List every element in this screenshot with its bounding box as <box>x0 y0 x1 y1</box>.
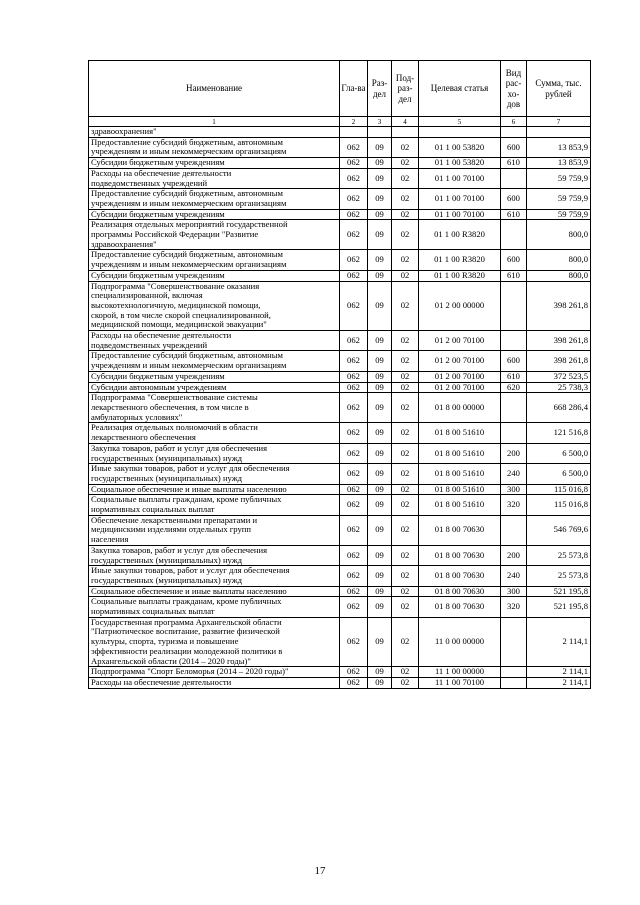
cell-glava: 062 <box>340 423 368 443</box>
cell-statya: 01 8 00 51610 <box>419 443 501 463</box>
row-name-line: подведомственных учреждений <box>91 339 208 350</box>
row-name-line: медицинскими изделиями отдельных групп <box>91 524 251 535</box>
cell-podrazdel: 02 <box>392 597 419 617</box>
column-number: 7 <box>527 117 591 127</box>
cell-statya: 01 2 00 00000 <box>419 281 501 331</box>
cell-statya: 01 8 00 70630 <box>419 566 501 586</box>
cell-podrazdel: 02 <box>392 515 419 545</box>
cell-razdel: 09 <box>368 158 392 169</box>
cell-podrazdel: 02 <box>392 382 419 393</box>
cell-vid: 610 <box>501 209 527 220</box>
cell-summa: 2 114,1 <box>527 677 591 688</box>
row-name-line: культуры, спорта, туризма и повышение <box>91 636 239 647</box>
row-name-line: программы Российской Федерации "Развитие <box>91 229 259 240</box>
row-name-line: здравоохранения" <box>91 238 157 249</box>
row-name-line: медицинской помощи, медицинской эвакуации" <box>91 319 267 330</box>
cell-glava <box>340 127 368 138</box>
row-name-line: Подпрограмма "Спорт Беломорья (2014 – 2020 годы)" <box>91 666 289 677</box>
table-row <box>89 545 591 565</box>
cell-summa: 372 523,5 <box>527 371 591 382</box>
table-row <box>89 158 591 169</box>
cell-summa: 800,0 <box>527 220 591 250</box>
table-row <box>89 270 591 281</box>
row-name <box>89 597 340 617</box>
row-name <box>89 443 340 463</box>
cell-podrazdel: 02 <box>392 158 419 169</box>
row-name <box>89 393 340 423</box>
row-name-line: Субсидии автономным учреждениям <box>91 382 227 392</box>
table-row <box>89 515 591 545</box>
row-name-line: государственных (муниципальных) нужд <box>91 554 243 565</box>
cell-vid <box>501 220 527 250</box>
cell-podrazdel: 02 <box>392 464 419 484</box>
cell-razdel: 09 <box>368 464 392 484</box>
row-name <box>89 250 340 270</box>
row-name-line: Субсидии бюджетным учреждениям <box>91 157 225 168</box>
cell-vid: 610 <box>501 371 527 382</box>
row-name-line: учреждениям и иным некоммерческим организациям <box>91 197 287 208</box>
row-name <box>89 677 340 688</box>
cell-podrazdel: 02 <box>392 250 419 270</box>
table-header-row <box>89 61 591 117</box>
cell-vid <box>501 393 527 423</box>
row-name-line: населения <box>91 534 129 545</box>
cell-podrazdel: 02 <box>392 566 419 586</box>
row-name <box>89 371 340 382</box>
column-number: 5 <box>419 117 501 127</box>
cell-podrazdel: 02 <box>392 545 419 565</box>
cell-razdel: 09 <box>368 423 392 443</box>
cell-glava: 062 <box>340 677 368 688</box>
cell-podrazdel: 02 <box>392 423 419 443</box>
cell-podrazdel: 02 <box>392 677 419 688</box>
cell-statya: 01 2 00 70100 <box>419 371 501 382</box>
cell-vid <box>501 667 527 678</box>
row-name-line: Расходы на обеспечение деятельности <box>91 330 232 341</box>
cell-statya: 01 1 00 53820 <box>419 158 501 169</box>
row-name-line: Предоставление субсидий бюджетным, автономным <box>91 188 283 199</box>
row-name-line: нормативных социальных выплат <box>91 504 215 515</box>
cell-vid: 300 <box>501 586 527 597</box>
table-body <box>89 127 591 689</box>
cell-glava: 062 <box>340 545 368 565</box>
row-name-line: "Патриотическое воспитание, развитие физической <box>91 626 280 637</box>
cell-statya: 01 1 00 R3820 <box>419 250 501 270</box>
cell-podrazdel: 02 <box>392 220 419 250</box>
row-name-line: лекарственного обеспечения <box>91 432 196 443</box>
cell-glava: 062 <box>340 586 368 597</box>
cell-summa: 398 261,8 <box>527 281 591 331</box>
cell-summa: 6 500,0 <box>527 464 591 484</box>
row-name <box>89 189 340 209</box>
cell-statya: 11 1 00 00000 <box>419 667 501 678</box>
row-name-line: государственных (муниципальных) нужд <box>91 452 243 463</box>
cell-summa: 398 261,8 <box>527 351 591 371</box>
cell-glava: 062 <box>340 617 368 667</box>
cell-podrazdel: 02 <box>392 667 419 678</box>
row-name-line: Субсидии бюджетным учреждениям <box>91 371 225 381</box>
row-name <box>89 566 340 586</box>
cell-vid: 320 <box>501 495 527 515</box>
cell-razdel: 09 <box>368 597 392 617</box>
row-name-line: Предоставление субсидий бюджетным, автономным <box>91 137 283 147</box>
cell-razdel: 09 <box>368 351 392 371</box>
cell-vid <box>501 281 527 331</box>
cell-razdel: 09 <box>368 220 392 250</box>
row-name-line: Предоставление субсидий бюджетным, автономным <box>91 249 283 260</box>
table-row <box>89 495 591 515</box>
cell-glava: 062 <box>340 515 368 545</box>
cell-statya: 01 8 00 70630 <box>419 597 501 617</box>
cell-summa: 115 016,8 <box>527 495 591 515</box>
cell-glava: 062 <box>340 158 368 169</box>
cell-razdel: 09 <box>368 189 392 209</box>
cell-razdel: 09 <box>368 270 392 281</box>
cell-statya: 01 8 00 51610 <box>419 464 501 484</box>
cell-razdel: 09 <box>368 677 392 688</box>
cell-statya: 01 1 00 53820 <box>419 137 501 157</box>
row-name-line: Социальные выплаты гражданам, кроме публичных <box>91 596 282 607</box>
cell-razdel: 09 <box>368 667 392 678</box>
cell-glava: 062 <box>340 351 368 371</box>
budget-table <box>88 60 591 689</box>
cell-podrazdel: 02 <box>392 281 419 331</box>
table-row <box>89 464 591 484</box>
row-name-line: скорой, в том числе скорой специализированной, <box>91 309 271 320</box>
row-name-line: подведомственных учреждений <box>91 177 208 188</box>
column-numbers-row <box>89 117 591 127</box>
cell-summa <box>527 127 591 138</box>
row-name-line: Предоставление субсидий бюджетным, автономным <box>91 350 283 361</box>
row-name-line: амбулаторных условиях" <box>91 411 183 422</box>
cell-vid <box>501 515 527 545</box>
cell-glava: 062 <box>340 331 368 351</box>
cell-razdel: 09 <box>368 495 392 515</box>
row-name-line: учреждениям и иным некоммерческим организациям <box>91 259 287 270</box>
cell-summa: 668 286,4 <box>527 393 591 423</box>
cell-vid <box>501 127 527 138</box>
table-row <box>89 393 591 423</box>
row-name-line: Расходы на обеспечение деятельности <box>91 168 232 178</box>
row-name-line: нормативных социальных выплат <box>91 606 215 617</box>
cell-summa: 398 261,8 <box>527 331 591 351</box>
cell-summa: 59 759,9 <box>527 209 591 220</box>
cell-glava: 062 <box>340 168 368 188</box>
cell-vid: 600 <box>501 189 527 209</box>
cell-razdel: 09 <box>368 331 392 351</box>
cell-summa: 25 738,3 <box>527 382 591 393</box>
cell-vid: 610 <box>501 270 527 281</box>
row-name <box>89 484 340 495</box>
cell-vid: 320 <box>501 597 527 617</box>
cell-vid: 600 <box>501 250 527 270</box>
cell-vid: 620 <box>501 382 527 393</box>
row-name-line: Архангельской области (2014 – 2020 годы)" <box>91 655 251 666</box>
cell-glava: 062 <box>340 464 368 484</box>
cell-podrazdel: 02 <box>392 270 419 281</box>
cell-glava: 062 <box>340 270 368 281</box>
cell-podrazdel: 02 <box>392 209 419 220</box>
column-number: 3 <box>368 117 392 127</box>
cell-razdel: 09 <box>368 586 392 597</box>
row-name-line: Социальное обеспечение и иные выплаты населению <box>91 484 287 494</box>
cell-statya: 01 8 00 70630 <box>419 586 501 597</box>
cell-razdel: 09 <box>368 281 392 331</box>
cell-statya: 01 1 00 70100 <box>419 168 501 188</box>
cell-podrazdel: 02 <box>392 586 419 597</box>
cell-summa: 121 516,8 <box>527 423 591 443</box>
header-podrazdel: Под-раз-дел <box>392 61 419 117</box>
cell-glava: 062 <box>340 137 368 157</box>
row-name-line: Государственная программа Архангельской области <box>91 617 282 627</box>
cell-vid: 240 <box>501 464 527 484</box>
cell-podrazdel: 02 <box>392 443 419 463</box>
cell-glava: 062 <box>340 597 368 617</box>
header-razdel: Раз-дел <box>368 61 392 117</box>
cell-razdel: 09 <box>368 382 392 393</box>
row-name <box>89 331 340 351</box>
cell-glava: 062 <box>340 281 368 331</box>
row-name <box>89 220 340 250</box>
row-name <box>89 382 340 393</box>
cell-summa: 13 853,9 <box>527 158 591 169</box>
cell-vid <box>501 168 527 188</box>
table-row <box>89 677 591 688</box>
row-name-line: Иные закупки товаров, работ и услуг для обеспечения <box>91 463 290 474</box>
row-name-line: Социальные выплаты гражданам, кроме публичных <box>91 494 282 505</box>
row-name-line: учреждениям и иным некоммерческим организациям <box>91 146 287 157</box>
table-row <box>89 423 591 443</box>
cell-podrazdel: 02 <box>392 393 419 423</box>
cell-razdel: 09 <box>368 515 392 545</box>
row-name-line: Закупка товаров, работ и услуг для обеспечения <box>91 545 268 555</box>
row-name <box>89 168 340 188</box>
cell-vid <box>501 677 527 688</box>
table-row <box>89 382 591 393</box>
table-row <box>89 331 591 351</box>
row-name-line: Закупка товаров, работ и услуг для обеспечения <box>91 443 268 453</box>
cell-statya: 01 8 00 51610 <box>419 484 501 495</box>
cell-glava: 062 <box>340 382 368 393</box>
row-name-line: Расходы на обеспечение деятельности <box>91 677 232 687</box>
row-name <box>89 137 340 157</box>
cell-summa: 546 769,6 <box>527 515 591 545</box>
cell-glava: 062 <box>340 393 368 423</box>
table-row <box>89 617 591 667</box>
table-row <box>89 250 591 270</box>
row-name-line: высокотехнологичную, медицинской помощи, <box>91 299 261 310</box>
cell-summa: 115 016,8 <box>527 484 591 495</box>
table-row <box>89 443 591 463</box>
header-glava: Гла-ва <box>340 61 368 117</box>
cell-razdel: 09 <box>368 484 392 495</box>
row-name <box>89 423 340 443</box>
cell-statya: 01 8 00 51610 <box>419 495 501 515</box>
cell-summa: 2 114,1 <box>527 667 591 678</box>
table-row <box>89 586 591 597</box>
cell-summa: 800,0 <box>527 250 591 270</box>
table-row <box>89 127 591 138</box>
row-name-line: Реализация отдельных полномочий в области <box>91 422 258 433</box>
cell-statya: 01 1 00 70100 <box>419 189 501 209</box>
row-name <box>89 270 340 281</box>
column-number: 6 <box>501 117 527 127</box>
row-name-line: учреждениям и иным некоммерческим организациям <box>91 360 287 371</box>
cell-statya: 01 1 00 R3820 <box>419 270 501 281</box>
cell-podrazdel: 02 <box>392 168 419 188</box>
cell-podrazdel: 02 <box>392 351 419 371</box>
table-row <box>89 597 591 617</box>
cell-podrazdel: 02 <box>392 331 419 351</box>
cell-razdel: 09 <box>368 545 392 565</box>
column-number: 2 <box>340 117 368 127</box>
page-number: 17 <box>314 865 326 877</box>
cell-podrazdel: 02 <box>392 371 419 382</box>
cell-glava: 062 <box>340 209 368 220</box>
cell-razdel: 09 <box>368 250 392 270</box>
cell-statya: 01 8 00 70630 <box>419 545 501 565</box>
cell-statya: 01 1 00 R3820 <box>419 220 501 250</box>
table-row <box>89 220 591 250</box>
row-name <box>89 281 340 331</box>
cell-vid: 610 <box>501 158 527 169</box>
row-name <box>89 586 340 597</box>
cell-vid <box>501 617 527 667</box>
cell-glava: 062 <box>340 484 368 495</box>
cell-glava: 062 <box>340 566 368 586</box>
cell-statya: 01 2 00 70100 <box>419 331 501 351</box>
cell-podrazdel: 02 <box>392 137 419 157</box>
cell-vid <box>501 423 527 443</box>
cell-statya: 01 8 00 00000 <box>419 393 501 423</box>
cell-vid: 600 <box>501 137 527 157</box>
cell-razdel: 09 <box>368 617 392 667</box>
cell-statya <box>419 127 501 138</box>
cell-vid: 200 <box>501 545 527 565</box>
cell-razdel <box>368 127 392 138</box>
cell-statya: 01 8 00 70630 <box>419 515 501 545</box>
cell-glava: 062 <box>340 495 368 515</box>
row-name <box>89 127 340 138</box>
table-row <box>89 667 591 678</box>
cell-razdel: 09 <box>368 566 392 586</box>
header-statya: Целевая статья <box>419 61 501 117</box>
cell-vid: 600 <box>501 351 527 371</box>
cell-razdel: 09 <box>368 209 392 220</box>
cell-summa: 13 853,9 <box>527 137 591 157</box>
cell-statya: 11 1 00 70100 <box>419 677 501 688</box>
cell-statya: 01 1 00 70100 <box>419 209 501 220</box>
row-name-line: Субсидии бюджетным учреждениям <box>91 209 225 219</box>
row-name-line: Подпрограмма "Совершенствование системы <box>91 392 258 403</box>
row-name <box>89 158 340 169</box>
row-name <box>89 515 340 545</box>
cell-glava: 062 <box>340 250 368 270</box>
cell-statya: 01 2 00 70100 <box>419 351 501 371</box>
cell-vid <box>501 331 527 351</box>
cell-statya: 01 2 00 70100 <box>419 382 501 393</box>
cell-summa: 6 500,0 <box>527 443 591 463</box>
row-name <box>89 667 340 678</box>
cell-glava: 062 <box>340 667 368 678</box>
cell-statya: 01 8 00 51610 <box>419 423 501 443</box>
row-name-line: специализированной, включая <box>91 290 203 301</box>
cell-summa: 25 573,8 <box>527 566 591 586</box>
cell-statya: 11 0 00 00000 <box>419 617 501 667</box>
cell-glava: 062 <box>340 443 368 463</box>
column-number: 1 <box>89 117 340 127</box>
table-row <box>89 189 591 209</box>
cell-podrazdel: 02 <box>392 617 419 667</box>
table-row <box>89 168 591 188</box>
cell-razdel: 09 <box>368 393 392 423</box>
cell-summa: 59 759,9 <box>527 168 591 188</box>
cell-razdel: 09 <box>368 443 392 463</box>
table-row <box>89 209 591 220</box>
table-row <box>89 137 591 157</box>
row-name <box>89 351 340 371</box>
row-name <box>89 495 340 515</box>
cell-vid: 300 <box>501 484 527 495</box>
header-summa: Сумма, тыс. рублей <box>527 61 591 117</box>
cell-podrazdel <box>392 127 419 138</box>
row-name-line: Иные закупки товаров, работ и услуг для обеспечения <box>91 565 290 576</box>
cell-razdel: 09 <box>368 371 392 382</box>
cell-summa: 59 759,9 <box>527 189 591 209</box>
cell-summa: 521 195,8 <box>527 597 591 617</box>
cell-vid: 240 <box>501 566 527 586</box>
cell-summa: 800,0 <box>527 270 591 281</box>
cell-razdel: 09 <box>368 168 392 188</box>
cell-glava: 062 <box>340 371 368 382</box>
table-row <box>89 351 591 371</box>
row-name-line: Социальное обеспечение и иные выплаты населению <box>91 586 287 596</box>
row-name-line: Реализация отдельных мероприятий государственной <box>91 219 288 230</box>
row-name <box>89 464 340 484</box>
header-name: Наименование <box>89 61 340 117</box>
cell-glava: 062 <box>340 189 368 209</box>
row-name <box>89 209 340 220</box>
row-name-line: эффективности реализации молодежной политики в <box>91 645 283 656</box>
row-name-line: лекарственного обеспечения, в том числе в <box>91 401 249 412</box>
cell-summa: 25 573,8 <box>527 545 591 565</box>
row-name-line: здравоохранения" <box>91 126 157 136</box>
cell-razdel: 09 <box>368 137 392 157</box>
cell-podrazdel: 02 <box>392 495 419 515</box>
cell-summa: 2 114,1 <box>527 617 591 667</box>
table-row <box>89 484 591 495</box>
header-vid: Вид рас-хо-дов <box>501 61 527 117</box>
cell-vid: 200 <box>501 443 527 463</box>
row-name-line: Обеспечение лекарственными препаратами и <box>91 515 258 525</box>
cell-summa: 521 195,8 <box>527 586 591 597</box>
table-row <box>89 371 591 382</box>
row-name-line: Подпрограмма "Совершенствование оказания <box>91 281 260 291</box>
cell-podrazdel: 02 <box>392 484 419 495</box>
row-name-line: государственных (муниципальных) нужд <box>91 574 243 585</box>
row-name-line: государственных (муниципальных) нужд <box>91 472 243 483</box>
row-name-line: Субсидии бюджетным учреждениям <box>91 270 225 280</box>
table-row <box>89 281 591 331</box>
row-name <box>89 545 340 565</box>
cell-podrazdel: 02 <box>392 189 419 209</box>
column-number: 4 <box>392 117 419 127</box>
cell-glava: 062 <box>340 220 368 250</box>
table-row <box>89 566 591 586</box>
row-name <box>89 617 340 667</box>
